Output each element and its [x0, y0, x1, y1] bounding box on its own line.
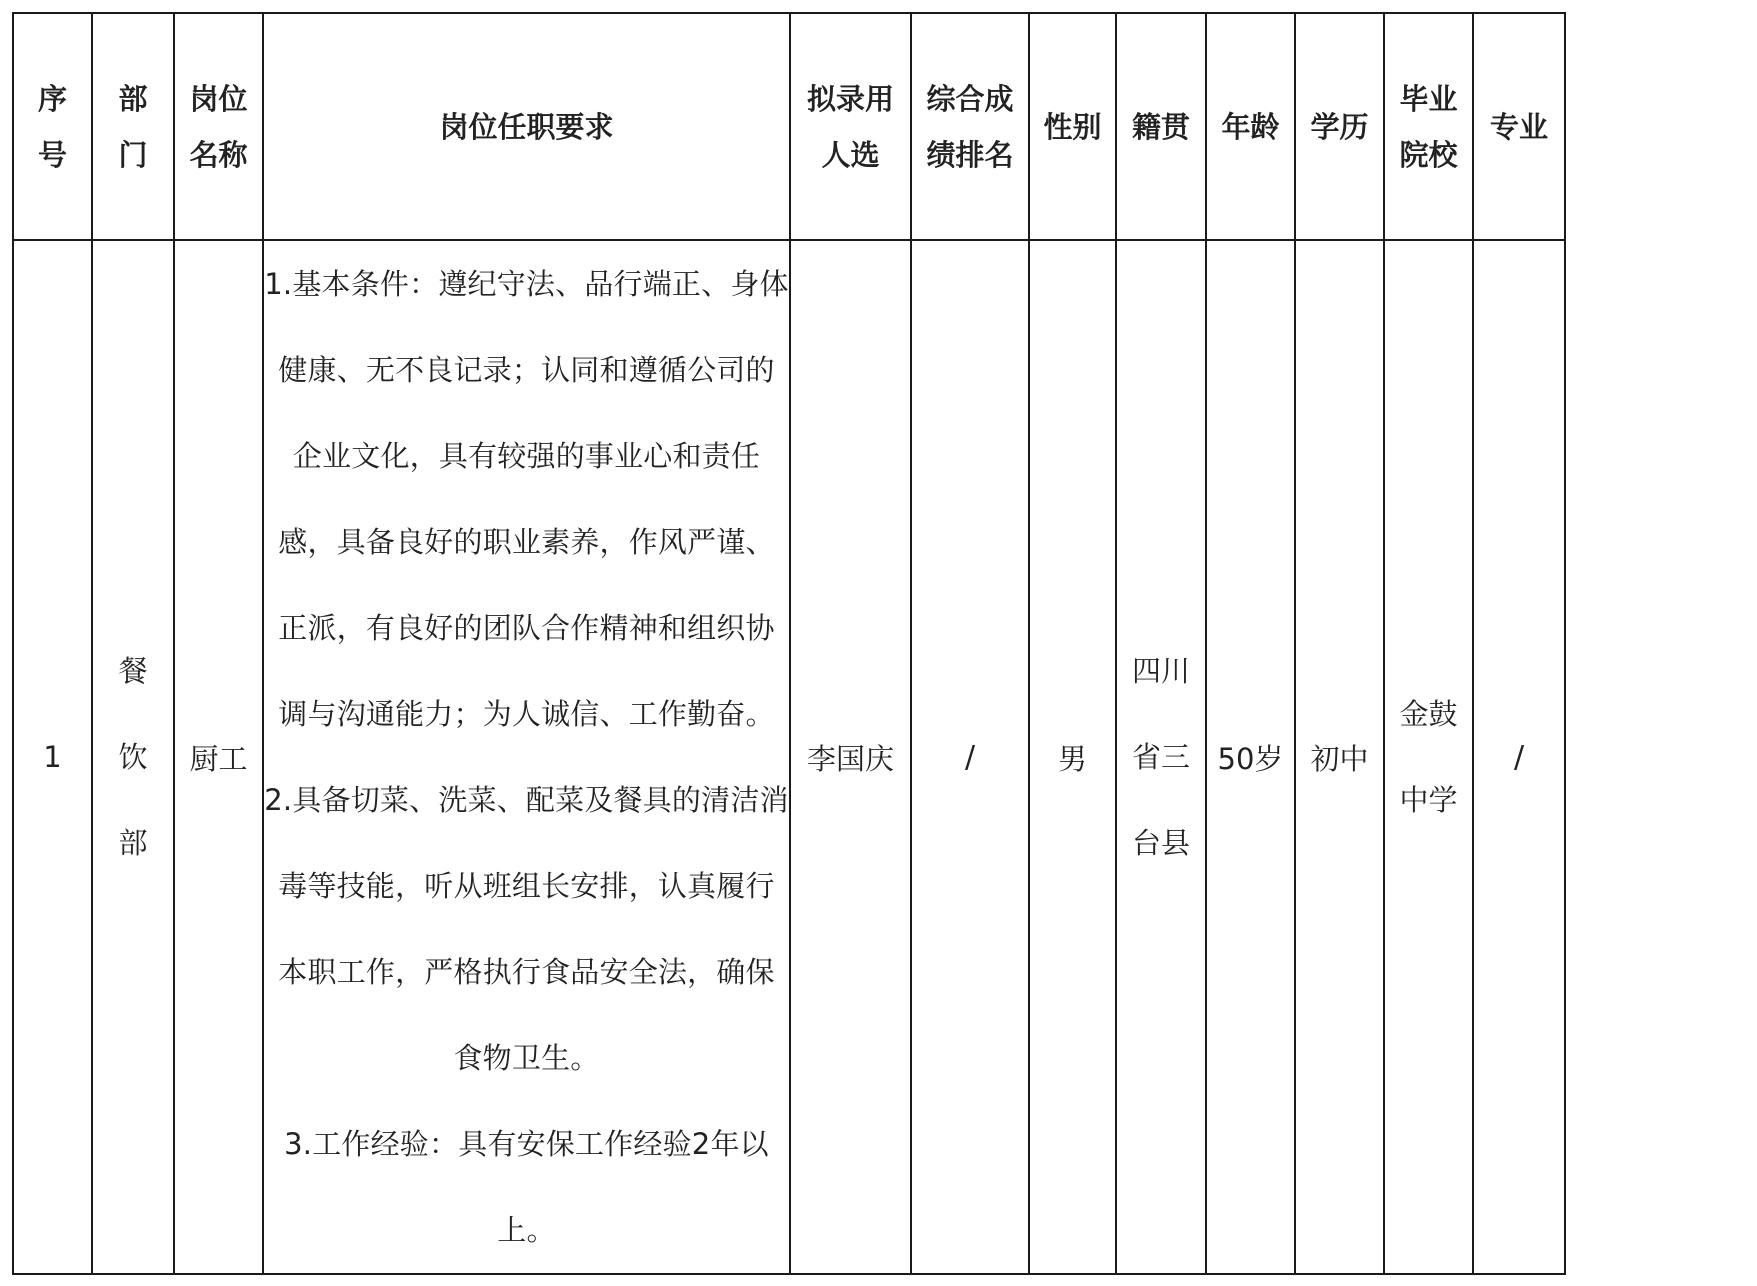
header-rank: 综合成 绩排名 [911, 13, 1029, 240]
cell-age: 50岁 [1206, 240, 1295, 1274]
cell-major: / [1473, 240, 1565, 1274]
cell-rank: / [911, 240, 1029, 1274]
header-age: 年龄 [1206, 13, 1295, 240]
cell-candidate: 李国庆 [790, 240, 911, 1274]
cell-requirements [263, 240, 790, 1274]
header-school: 毕业 院校 [1384, 13, 1473, 240]
header-major: 专业 [1473, 13, 1565, 240]
header-seq: 序 号 [13, 13, 92, 240]
header-row [13, 13, 1565, 240]
header-education: 学历 [1295, 13, 1384, 240]
requirement-3: 3.工作经验：具有安保工作经验2年以上。 [284, 1127, 769, 1247]
cell-position: 厨工 [174, 240, 263, 1274]
header-position: 岗位 名称 [174, 13, 263, 240]
cell-gender: 男 [1029, 240, 1116, 1274]
cell-education: 初中 [1295, 240, 1384, 1274]
cell-dept: 餐 饮 部 [92, 240, 174, 1274]
cell-school: 金鼓 中学 [1384, 240, 1473, 1274]
header-requirements: 岗位任职要求 [263, 13, 790, 240]
table-row [13, 240, 1565, 1274]
header-dept: 部 门 [92, 13, 174, 240]
cell-origin: 四川 省三 台县 [1116, 240, 1206, 1274]
requirement-1: 1.基本条件：遵纪守法、品行端正、身体健康、无不良记录；认同和遵循公司的企业文化，具有较强的事业心和责任感，具备良好的职业素养，作风严谨、正派，有良好的团队合作精神和组织协调与沟通能力；为人诚信、工作勤奋。 [264, 267, 789, 731]
requirement-2: 2.具备切菜、洗菜、配菜及餐具的清洁消毒等技能，听从班组长安排，认真履行本职工作，严格执行食品安全法，确保食物卫生。 [264, 783, 789, 1075]
header-origin: 籍贯 [1116, 13, 1206, 240]
header-gender: 性别 [1029, 13, 1116, 240]
candidate-table [12, 12, 1566, 1275]
cell-seq: 1 [13, 240, 92, 1274]
header-candidate: 拟录用 人选 [790, 13, 911, 240]
